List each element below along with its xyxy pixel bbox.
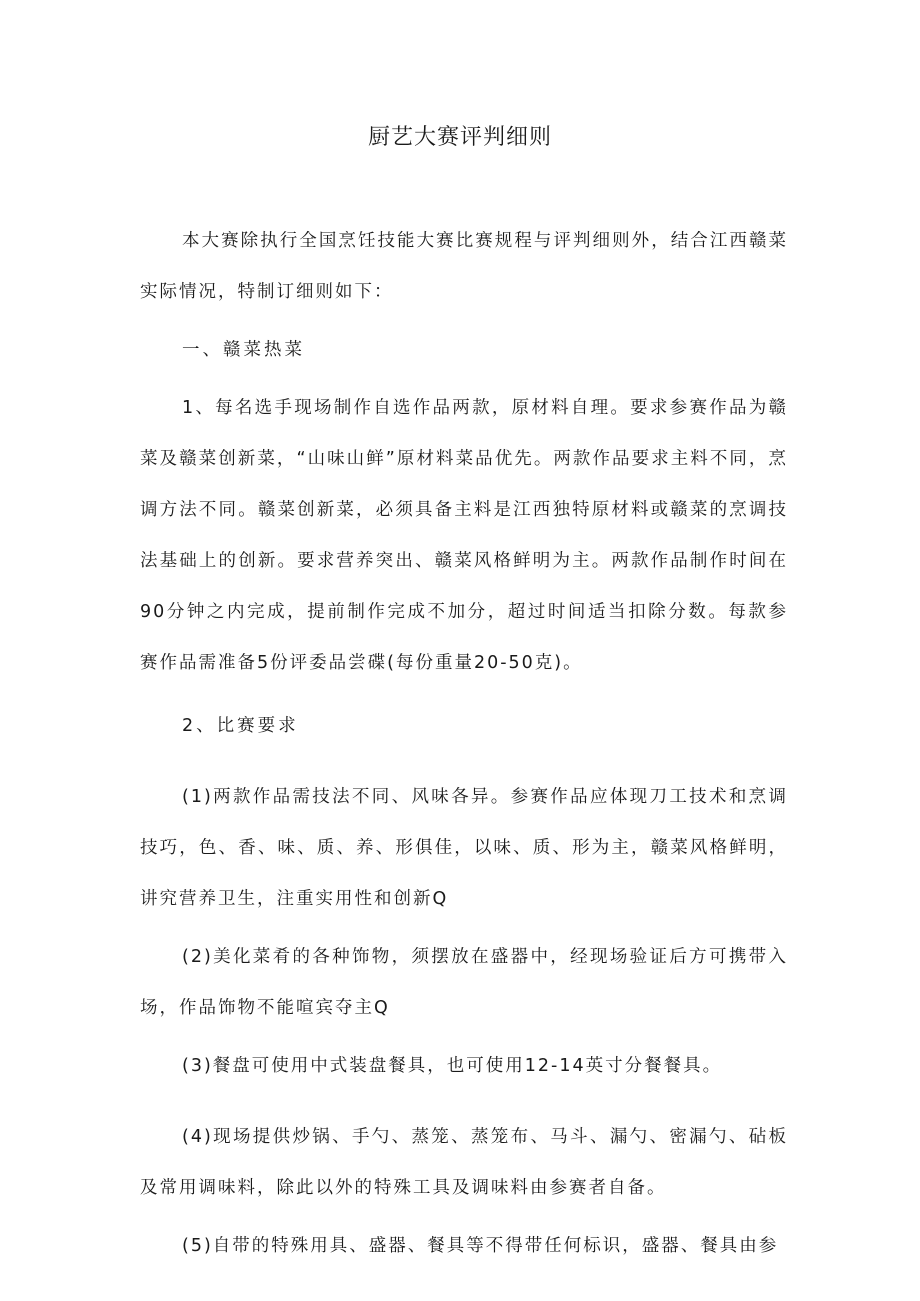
section-heading-hot-dishes: 一、赣菜热菜 bbox=[182, 340, 305, 360]
document-title: 厨艺大赛评判细则 bbox=[367, 125, 552, 150]
requirement-5: (5)自带的特殊用具、盛器、餐具等不得带任何标识，盛器、餐具由参 bbox=[182, 1236, 779, 1256]
requirement-1: (1)两款作品需技法不同、风味各异。参赛作品应体现刀工技术和烹调技巧，色、香、味、质、养、形俱佳，以味、质、形为主，赣菜风格鲜明，讲究营养卫生，注重实用性和创新Q bbox=[140, 787, 788, 909]
requirement-4: (4)现场提供炒锅、手勺、蒸笼、蒸笼布、马斗、漏勺、密漏勺、砧板及常用调味料，除此以外的特殊工具及调味料由参赛者自备。 bbox=[140, 1127, 788, 1198]
item-1-paragraph: 1、每名选手现场制作自选作品两款，原材料自理。要求参赛作品为赣菜及赣菜创新菜，“山味山鲜”原材料菜品优先。两款作品要求主料不同，烹调方法不同。赣菜创新菜，必须具备主料是江西独特原材料或赣菜的烹调技法基础上的创新。要求营养突出、赣菜风格鲜明为主。两款作品制作时间在90分钟之内完成，提前制作完成不加分，超过时间适当扣除分数。每款参赛作品需准备5份评委品尝碟(每份重量20-50克)。 bbox=[140, 398, 788, 673]
requirement-2: (2)美化菜肴的各种饰物，须摆放在盛器中，经现场验证后方可携带入场，作品饰物不能喧宾夺主Q bbox=[140, 947, 788, 1018]
requirement-3: (3)餐盘可使用中式装盘餐具，也可使用12-14英寸分餐餐具。 bbox=[182, 1056, 723, 1076]
document-body bbox=[140, 216, 788, 1272]
intro-paragraph: 本大赛除执行全国烹饪技能大赛比赛规程与评判细则外，结合江西赣菜实际情况，特制订细则如下： bbox=[140, 231, 788, 302]
item-2-heading: 2、比赛要求 bbox=[182, 716, 299, 736]
